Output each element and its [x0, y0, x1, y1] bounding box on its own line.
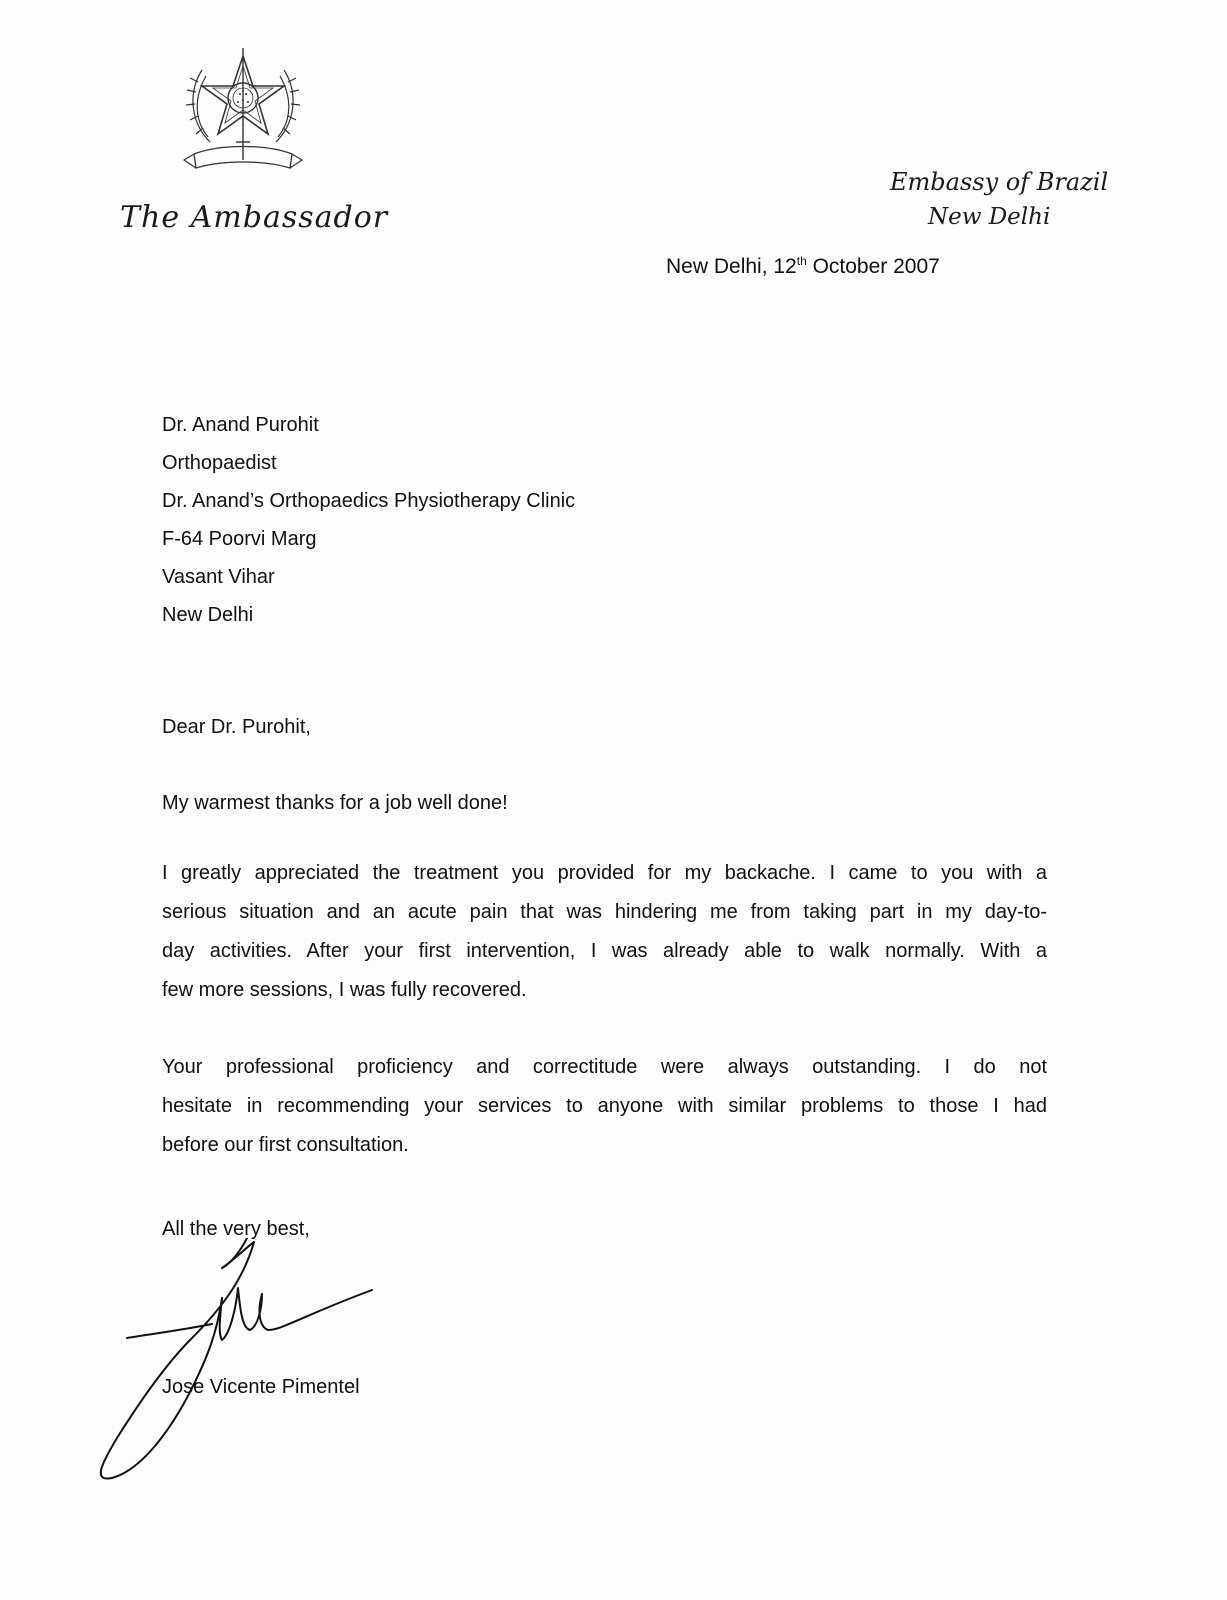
- handwritten-signature: [72, 1238, 402, 1484]
- paragraph-line: Your professional proficiency and correctitude were always outstanding. I do not: [162, 1056, 1047, 1078]
- body-paragraph-2: [162, 1048, 1047, 1165]
- date-rest: October 2007: [806, 255, 940, 278]
- paragraph-line: I greatly appreciated the treatment you provided for my backache. I came to you with a: [162, 862, 1047, 884]
- ambassador-title: The Ambassador: [120, 200, 389, 235]
- paragraph-line: serious situation and an acute pain that was hindering me from taking part in my day-to-: [162, 901, 1047, 923]
- signer-name: Jose Vicente Pimentel: [162, 1376, 360, 1398]
- date-prefix: New Delhi, 12: [666, 255, 797, 278]
- recipient-address: [162, 406, 575, 634]
- paragraph-line: hesitate in recommending your services to anyone with similar problems to those I had: [162, 1095, 1047, 1117]
- paragraph-line: few more sessions, I was fully recovered.: [162, 979, 527, 1001]
- date-ordinal-suffix: th: [796, 254, 807, 268]
- closing-line: All the very best,: [162, 1218, 310, 1240]
- paragraph-line: before our first consultation.: [162, 1134, 409, 1156]
- opening-line: My warmest thanks for a job well done!: [162, 792, 508, 814]
- recipient-title: Orthopaedist: [162, 452, 277, 474]
- embassy-name: Embassy of Brazil: [890, 168, 1109, 196]
- recipient-locality: Vasant Vihar: [162, 566, 275, 588]
- paragraph-line: day activities. After your first intervention, I was already able to walk normally. With a: [162, 940, 1047, 962]
- letter-date: [666, 254, 940, 279]
- brazil-coat-of-arms-icon: [180, 42, 306, 176]
- recipient-street: F-64 Poorvi Marg: [162, 528, 317, 550]
- recipient-city: New Delhi: [162, 604, 254, 626]
- embassy-city: New Delhi: [928, 204, 1051, 230]
- body-paragraph-1: [162, 854, 1047, 1010]
- recipient-name: Dr. Anand Purohit: [162, 414, 319, 436]
- salutation: Dear Dr. Purohit,: [162, 716, 311, 738]
- recipient-clinic: Dr. Anand’s Orthopaedics Physiotherapy Clinic: [162, 490, 576, 512]
